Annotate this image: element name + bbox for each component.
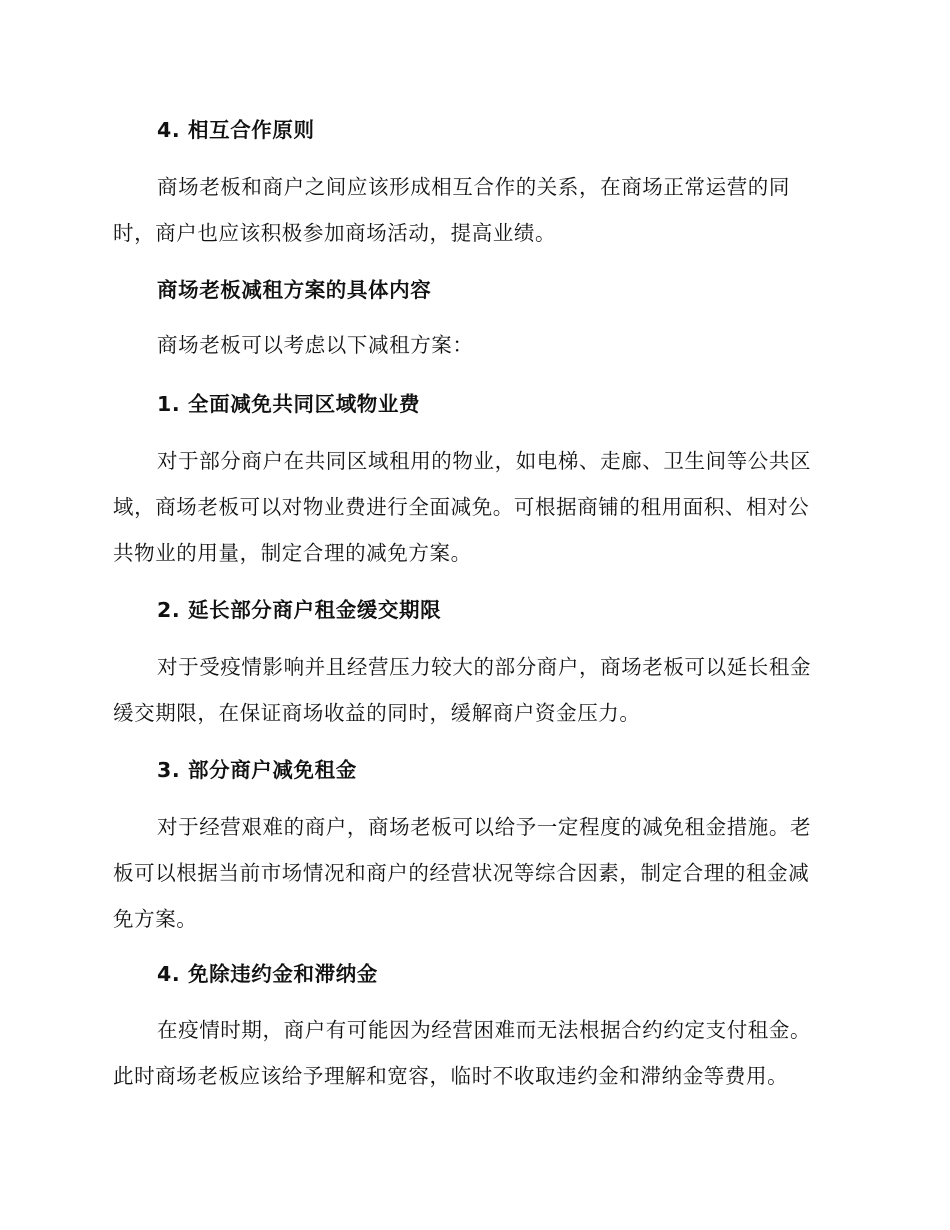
paragraph-rent-deferral [113,644,833,736]
paragraph-line: 免方案。 [113,907,198,931]
paragraph-line: 此时商场老板应该给予理解和宽容，临时不收取违约金和滞纳金等费用。 [113,1064,789,1088]
section-heading-common-area-fee: 1. 全面减免共同区域物业费 [157,392,421,416]
paragraph-line: 板可以根据当前市场情况和商户的经营状况等综合因素，制定合理的租金减 [113,861,810,885]
paragraph-line: 对于受疫情影响并且经营压力较大的部分商户，商场老板可以延长租金 [157,655,812,679]
paragraph-line: 商场老板可以考虑以下减租方案： [157,333,474,357]
section-heading-rent-reduction: 3. 部分商户减免租金 [157,758,357,782]
paragraph-line: 在疫情时期，商户有可能因为经营困难而无法根据合约约定支付租金。 [157,1018,812,1042]
paragraph-line: 共物业的用量，制定合理的减免方案。 [113,541,472,565]
paragraph-line: 对于部分商户在共同区域租用的物业，如电梯、走廊、卫生间等公共区 [157,449,812,473]
paragraph-line: 时，商户也应该积极参加商场活动，提高业绩。 [113,221,557,245]
paragraph-line: 商场老板和商户之间应该形成相互合作的关系，在商场正常运营的同 [157,175,790,199]
paragraph-penalty-waiver [113,1007,833,1099]
paragraph-rent-reduction [113,804,833,942]
paragraph-line: 域，商场老板可以对物业费进行全面减免。可根据商铺的租用面积、相对公 [113,495,810,519]
section-heading-mutual-cooperation: 4. 相互合作原则 [157,118,315,142]
section-heading-penalty-waiver: 4. 免除违约金和滞纳金 [157,962,378,986]
paragraph-line: 缓交期限，在保证商场收益的同时，缓解商户资金压力。 [113,701,641,725]
paragraph-rent-plan-intro [113,322,833,368]
section-heading-rent-deferral: 2. 延长部分商户租金缓交期限 [157,598,442,622]
section-heading-rent-plan-content: 商场老板减租方案的具体内容 [157,278,432,302]
paragraph-mutual-cooperation [113,164,833,256]
paragraph-line: 对于经营艰难的商户，商场老板可以给予一定程度的减免租金措施。老 [157,815,812,839]
paragraph-common-area-fee [113,438,833,576]
